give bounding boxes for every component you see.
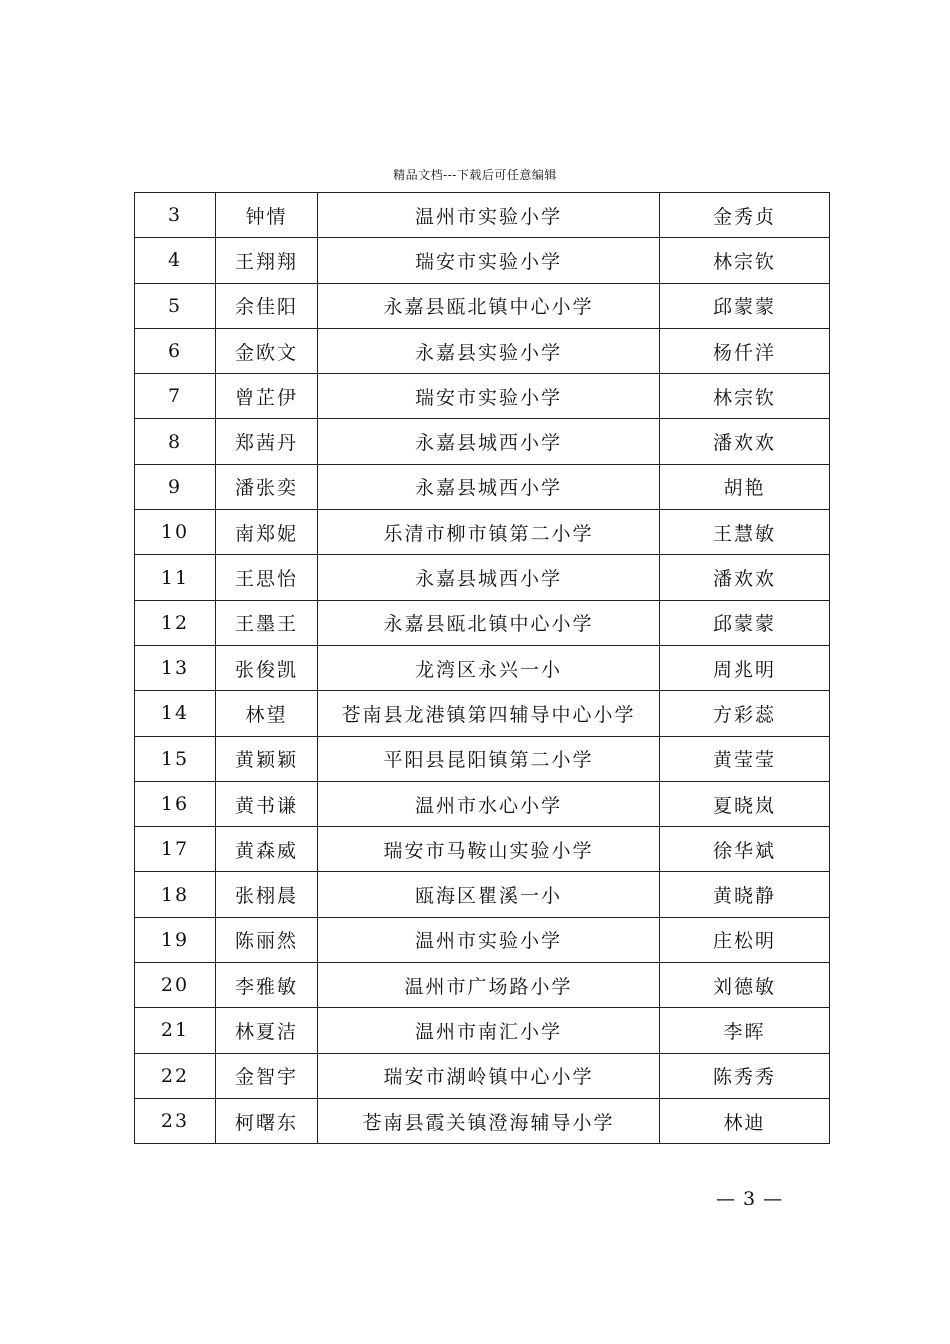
school-name-cell: 永嘉县瓯北镇中心小学: [318, 600, 660, 645]
school-name-cell: 温州市广场路小学: [318, 963, 660, 1008]
row-number-cell: 12: [135, 600, 216, 645]
table-row: [135, 1053, 830, 1098]
row-number-cell: 4: [135, 238, 216, 283]
student-name-cell: 南郑妮: [216, 510, 318, 555]
student-name-cell: 潘张奕: [216, 464, 318, 509]
school-name-cell: 温州市水心小学: [318, 781, 660, 826]
teacher-name-cell: 潘欢欢: [660, 555, 830, 600]
table-row: [135, 193, 830, 238]
student-name-cell: 陈丽然: [216, 917, 318, 962]
row-number-cell: 8: [135, 419, 216, 464]
table-row: [135, 464, 830, 509]
teacher-name-cell: 林迪: [660, 1098, 830, 1143]
school-name-cell: 永嘉县城西小学: [318, 464, 660, 509]
table-row: [135, 374, 830, 419]
school-name-cell: 瑞安市实验小学: [318, 374, 660, 419]
school-name-cell: 温州市实验小学: [318, 917, 660, 962]
student-name-cell: 黄书谦: [216, 781, 318, 826]
teacher-name-cell: 林宗钦: [660, 238, 830, 283]
table-row: [135, 827, 830, 872]
school-name-cell: 乐清市柳市镇第二小学: [318, 510, 660, 555]
teacher-name-cell: 邱蒙蒙: [660, 600, 830, 645]
student-name-cell: 金欧文: [216, 328, 318, 373]
school-name-cell: 永嘉县瓯北镇中心小学: [318, 283, 660, 328]
student-name-cell: 黄颖颖: [216, 736, 318, 781]
student-name-cell: 郑茜丹: [216, 419, 318, 464]
teacher-name-cell: 徐华斌: [660, 827, 830, 872]
student-name-cell: 钟情: [216, 193, 318, 238]
row-number-cell: 9: [135, 464, 216, 509]
school-name-cell: 永嘉县城西小学: [318, 419, 660, 464]
teacher-name-cell: 夏晓岚: [660, 781, 830, 826]
row-number-cell: 5: [135, 283, 216, 328]
student-name-cell: 王思怡: [216, 555, 318, 600]
table-row: [135, 1008, 830, 1053]
row-number-cell: 16: [135, 781, 216, 826]
award-roster-table: [134, 192, 830, 1144]
table-row: [135, 238, 830, 283]
school-name-cell: 苍南县龙港镇第四辅导中心小学: [318, 691, 660, 736]
teacher-name-cell: 金秀贞: [660, 193, 830, 238]
row-number-cell: 19: [135, 917, 216, 962]
school-name-cell: 瑞安市实验小学: [318, 238, 660, 283]
school-name-cell: 平阳县昆阳镇第二小学: [318, 736, 660, 781]
school-name-cell: 瑞安市马鞍山实验小学: [318, 827, 660, 872]
teacher-name-cell: 黄晓静: [660, 872, 830, 917]
school-name-cell: 苍南县霞关镇澄海辅导小学: [318, 1098, 660, 1143]
student-name-cell: 林夏洁: [216, 1008, 318, 1053]
teacher-name-cell: 周兆明: [660, 645, 830, 690]
teacher-name-cell: 刘德敏: [660, 963, 830, 1008]
table-row: [135, 917, 830, 962]
roster-table-body: [135, 193, 830, 1144]
teacher-name-cell: 陈秀秀: [660, 1053, 830, 1098]
teacher-name-cell: 林宗钦: [660, 374, 830, 419]
table-row: [135, 691, 830, 736]
teacher-name-cell: 李晖: [660, 1008, 830, 1053]
row-number-cell: 22: [135, 1053, 216, 1098]
student-name-cell: 王墨王: [216, 600, 318, 645]
student-name-cell: 王翔翔: [216, 238, 318, 283]
school-name-cell: 温州市实验小学: [318, 193, 660, 238]
table-row: [135, 872, 830, 917]
teacher-name-cell: 庄松明: [660, 917, 830, 962]
table-row: [135, 781, 830, 826]
table-row: [135, 1098, 830, 1143]
teacher-name-cell: 黄莹莹: [660, 736, 830, 781]
student-name-cell: 黄森威: [216, 827, 318, 872]
table-row: [135, 645, 830, 690]
table-row: [135, 283, 830, 328]
school-name-cell: 温州市南汇小学: [318, 1008, 660, 1053]
teacher-name-cell: 王慧敏: [660, 510, 830, 555]
row-number-cell: 15: [135, 736, 216, 781]
row-number-cell: 6: [135, 328, 216, 373]
row-number-cell: 21: [135, 1008, 216, 1053]
student-name-cell: 张俊凯: [216, 645, 318, 690]
row-number-cell: 3: [135, 193, 216, 238]
teacher-name-cell: 胡艳: [660, 464, 830, 509]
student-name-cell: 李雅敏: [216, 963, 318, 1008]
student-name-cell: 张栩晨: [216, 872, 318, 917]
row-number-cell: 20: [135, 963, 216, 1008]
student-name-cell: 余佳阳: [216, 283, 318, 328]
row-number-cell: 17: [135, 827, 216, 872]
student-name-cell: 柯曙东: [216, 1098, 318, 1143]
row-number-cell: 23: [135, 1098, 216, 1143]
teacher-name-cell: 杨仟洋: [660, 328, 830, 373]
teacher-name-cell: 方彩蕊: [660, 691, 830, 736]
table-row: [135, 419, 830, 464]
row-number-cell: 7: [135, 374, 216, 419]
school-name-cell: 龙湾区永兴一小: [318, 645, 660, 690]
page-header-note: 精品文档---下载后可任意编辑: [393, 168, 557, 182]
school-name-cell: 瑞安市湖岭镇中心小学: [318, 1053, 660, 1098]
student-name-cell: 金智宇: [216, 1053, 318, 1098]
table-row: [135, 736, 830, 781]
school-name-cell: 永嘉县实验小学: [318, 328, 660, 373]
teacher-name-cell: 潘欢欢: [660, 419, 830, 464]
table-row: [135, 555, 830, 600]
table-row: [135, 328, 830, 373]
table-row: [135, 963, 830, 1008]
teacher-name-cell: 邱蒙蒙: [660, 283, 830, 328]
page-number: — 3 —: [716, 1188, 784, 1210]
row-number-cell: 14: [135, 691, 216, 736]
school-name-cell: 永嘉县城西小学: [318, 555, 660, 600]
table-row: [135, 600, 830, 645]
student-name-cell: 林望: [216, 691, 318, 736]
row-number-cell: 10: [135, 510, 216, 555]
table-row: [135, 510, 830, 555]
row-number-cell: 11: [135, 555, 216, 600]
row-number-cell: 18: [135, 872, 216, 917]
student-name-cell: 曾芷伊: [216, 374, 318, 419]
row-number-cell: 13: [135, 645, 216, 690]
school-name-cell: 瓯海区瞿溪一小: [318, 872, 660, 917]
